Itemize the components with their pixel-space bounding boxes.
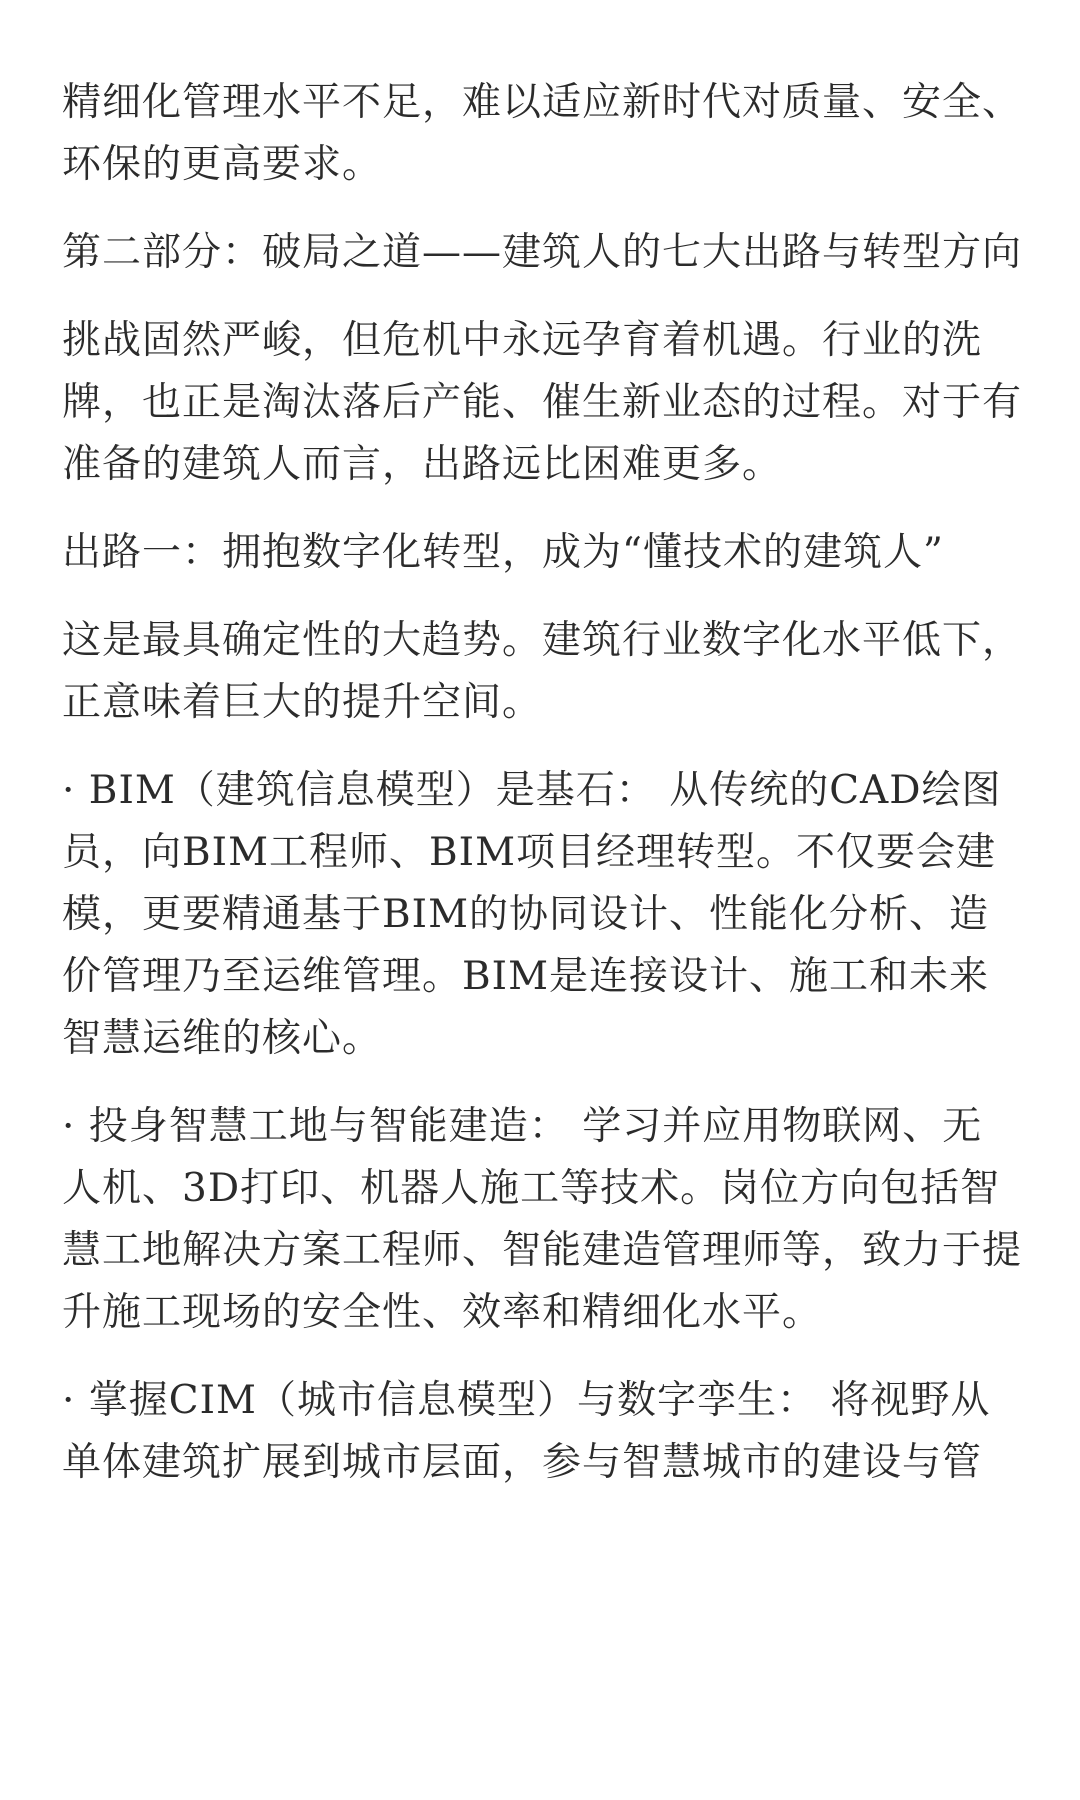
bullet-cim: · 掌握CIM（城市信息模型）与数字孪生： 将视野从单体建筑扩展到城市层面，参与智慧城市的建设与管 bbox=[62, 1378, 991, 1485]
subheading-way-one: 出路一：拥抱数字化转型，成为“懂技术的建筑人” bbox=[62, 530, 944, 575]
article-body bbox=[62, 72, 1022, 1520]
section-heading-part-two: 第二部分：破局之道——建筑人的七大出路与转型方向 bbox=[62, 230, 1023, 275]
bullet-smart-site: · 投身智慧工地与智能建造： 学习并应用物联网、无人机、3D打印、机器人施工等技术。岗位方向包括智慧工地解决方案工程师、智能建造管理师等，致力于提升施工现场的安全性、效率和精细化水平。 bbox=[62, 1104, 1023, 1335]
paragraph-quality-requirements: 精细化管理水平不足，难以适应新时代对质量、安全、环保的更高要求。 bbox=[62, 80, 1023, 187]
paragraph-opportunities: 挑战固然严峻，但危机中永远孕育着机遇。行业的洗牌，也正是淘汰落后产能、催生新业态的过程。对于有准备的建筑人而言，出路远比困难更多。 bbox=[62, 318, 1023, 487]
paragraph-digital-trend: 这是最具确定性的大趋势。建筑行业数字化水平低下，正意味着巨大的提升空间。 bbox=[62, 618, 1023, 725]
bullet-bim: · BIM（建筑信息模型）是基石： 从传统的CAD绘图员，向BIM工程师、BIM项目经理转型。不仅要会建模，更要精通基于BIM的协同设计、性能化分析、造价管理乃至运维管理。BIM是连接设计、施工和未来智慧运维的核心。 bbox=[62, 768, 1002, 1061]
